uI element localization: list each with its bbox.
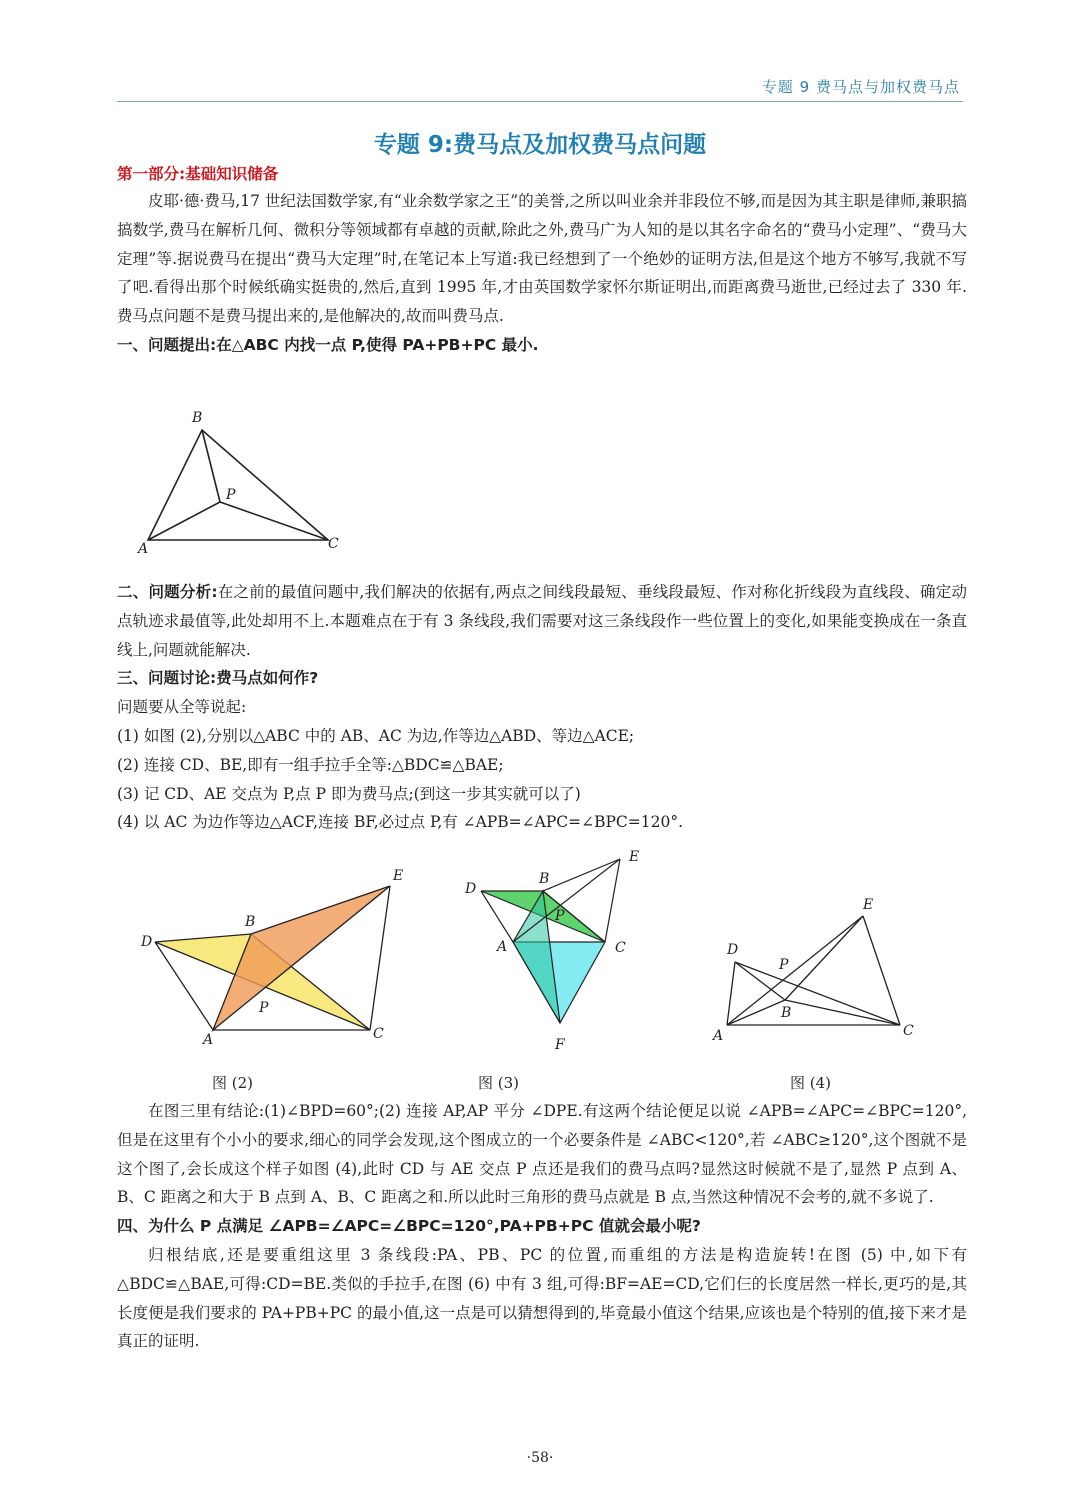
discussion-paragraph: 在图三里有结论:(1)∠BPD=60°;(2) 连接 AP,AP 平分 ∠DPE.有这两个结论便足以说 ∠APB=∠APC=∠BPC=120°,但是在这里有个小小的要求,细心的同学会发现,这个图成立的一个必要条件是 ∠ABC<120°,若 ∠ABC≥120°,这个图就不是这个图了,会长成这个样子如图 (4),此时 CD 与 AE 交点 P 点还是我们的费马点吗?显然这时候就不是了,显然 P 点到 A、B、C 距离之和大于 B 点到 A、B、C 距离之和.所以此时三角形的费马点就是 B 点,当然这种情况不会考的,就不多说了. — [117, 1102, 967, 1207]
analysis-block — [117, 578, 967, 837]
fig2-label-p: P — [259, 1000, 269, 1016]
section1-heading: 一、问题提出:在△ABC 内找一点 P,使得 PA+PB+PC 最小. — [117, 335, 539, 354]
fig3-label-p: P — [555, 908, 565, 924]
figure-3 — [455, 845, 655, 1055]
section4-heading: 四、为什么 P 点满足 ∠APB=∠APC=∠BPC=120°,PA+PB+PC 值就会最小呢? — [117, 1217, 701, 1236]
figure-2-caption: 图 (2) — [212, 1074, 254, 1092]
segment-ec — [863, 916, 900, 1025]
running-header: 专题 9 费马点与加权费马点 — [761, 78, 960, 96]
fig3-label-f: F — [555, 1037, 565, 1053]
fig2-label-d: D — [141, 934, 153, 950]
step-4: (4) 以 AC 为边作等边△ACF,连接 BF,必过点 P,有 ∠APB=∠APC=∠BPC=120°. — [117, 813, 684, 832]
segment-ec — [605, 859, 620, 942]
section4-body: 归根结底,还是要重组这里 3 条线段:PA、PB、PC 的位置,而重组的方法是构造旋转!在图 (5) 中,如下有 △BDC≌△BAE,可得:CD=BE.类似的手拉手,在图 (6) 中有 3 组,可得:BF=AE=CD,它们仨的长度居然一样长,更巧的是,其长度便是我们要求的 PA+PB+PC 的最小值,这一点是可以猜想得到的,毕竟最小值这个结果,应该也是个特别的值,接下来才是真正的证明. — [117, 1245, 967, 1351]
figure-3-caption: 图 (3) — [478, 1074, 520, 1092]
fig4-label-a: A — [713, 1028, 724, 1044]
fig4-label-b: B — [781, 1005, 792, 1021]
fig4-label-d: D — [727, 942, 739, 958]
segment-be — [543, 859, 620, 891]
figure-4-caption: 图 (4) — [790, 1074, 832, 1092]
step-2: (2) 连接 CD、BE,即有一组手拉手全等:△BDC≌△BAE; — [117, 755, 504, 774]
segment-bc — [785, 1000, 900, 1025]
page-number: ·58· — [526, 1450, 554, 1466]
section3-heading: 三、问题讨论:费马点如何作? — [117, 669, 319, 688]
step-3: (3) 记 CD、AE 交点为 P,点 P 即为费马点;(到这一步其实就可以了) — [117, 784, 581, 803]
segment-pc — [220, 502, 328, 540]
label-b: B — [192, 410, 203, 426]
fig3-label-d: D — [465, 881, 477, 897]
step-1: (1) 如图 (2),分别以△ABC 中的 AB、AC 为边,作等边△ABD、等边△ACE; — [117, 726, 635, 745]
part1-heading: 第一部分:基础知识储备 — [117, 165, 279, 183]
section2-paragraph — [117, 578, 967, 664]
figure-4 — [705, 890, 935, 1050]
segment-ab — [727, 1000, 785, 1025]
fig2-label-e: E — [393, 868, 404, 884]
segment-ce — [370, 886, 390, 1030]
fig4-label-e: E — [863, 897, 874, 913]
figure-1-triangle — [130, 400, 360, 565]
label-a: A — [138, 541, 149, 557]
segment-dc — [735, 962, 900, 1025]
fig2-label-c: C — [373, 1026, 384, 1042]
section2-heading: 二、问题分析: — [117, 583, 218, 601]
fig2-label-a: A — [203, 1032, 214, 1048]
figure-2 — [135, 860, 425, 1050]
segment-ae — [727, 916, 863, 1025]
section3-lead: 问题要从全等说起: — [117, 698, 247, 717]
discussion-block — [117, 1097, 967, 1356]
fig4-label-p: P — [779, 957, 789, 973]
label-c: C — [328, 536, 339, 552]
segment-pb — [202, 430, 220, 502]
segment-pa — [148, 502, 220, 540]
fig3-label-a: A — [497, 939, 508, 955]
segment-db — [735, 962, 785, 1000]
segment-be — [785, 916, 863, 1000]
page-title: 专题 9:费马点及加权费马点问题 — [373, 132, 707, 158]
fig3-label-e: E — [629, 849, 640, 865]
header-rule — [117, 101, 963, 102]
part1-block — [117, 162, 967, 360]
fig4-label-c: C — [903, 1023, 914, 1039]
part1-intro: 皮耶·德·费马,17 世纪法国数学家,有“业余数学家之王”的美誉,之所以叫业余并非段位不够,而是因为其主职是律师,兼职搞搞数学,费马在解析几何、微积分等领域都有卓越的贡献,除此之外,费马广为人知的是以其名字命名的“费马小定理”、“费马大定理”等.据说费马在提出“费马大定理”时,在笔记本上写道:我已经想到了一个绝妙的证明方法,但是这个地方不够写,我就不写了吧.看得出那个时候纸确实挺贵的,然后,直到 1995 年,才由英国数学家怀尔斯证明出,而距离费马逝世,已经过去了 330 年.费马点问题不是费马提出来的,是他解决的,故而叫费马点. — [117, 192, 967, 326]
fig3-label-c: C — [615, 940, 626, 956]
fig2-label-b: B — [245, 914, 256, 930]
label-p: P — [226, 487, 236, 503]
triangle-abc — [148, 430, 328, 540]
section2-body: 在之前的最值问题中,我们解决的依据有,两点之间线段最短、垂线段最短、作对称化折线段为直线段、确定动点轨迹求最值等,此处却用不上.本题难点在于有 3 条线段,我们需要对这三条线段作一些位置上的变化,如果能变换成在一条直线上,问题就能解决. — [117, 583, 968, 659]
segment-ad — [727, 962, 735, 1025]
fig3-label-b: B — [539, 871, 550, 887]
